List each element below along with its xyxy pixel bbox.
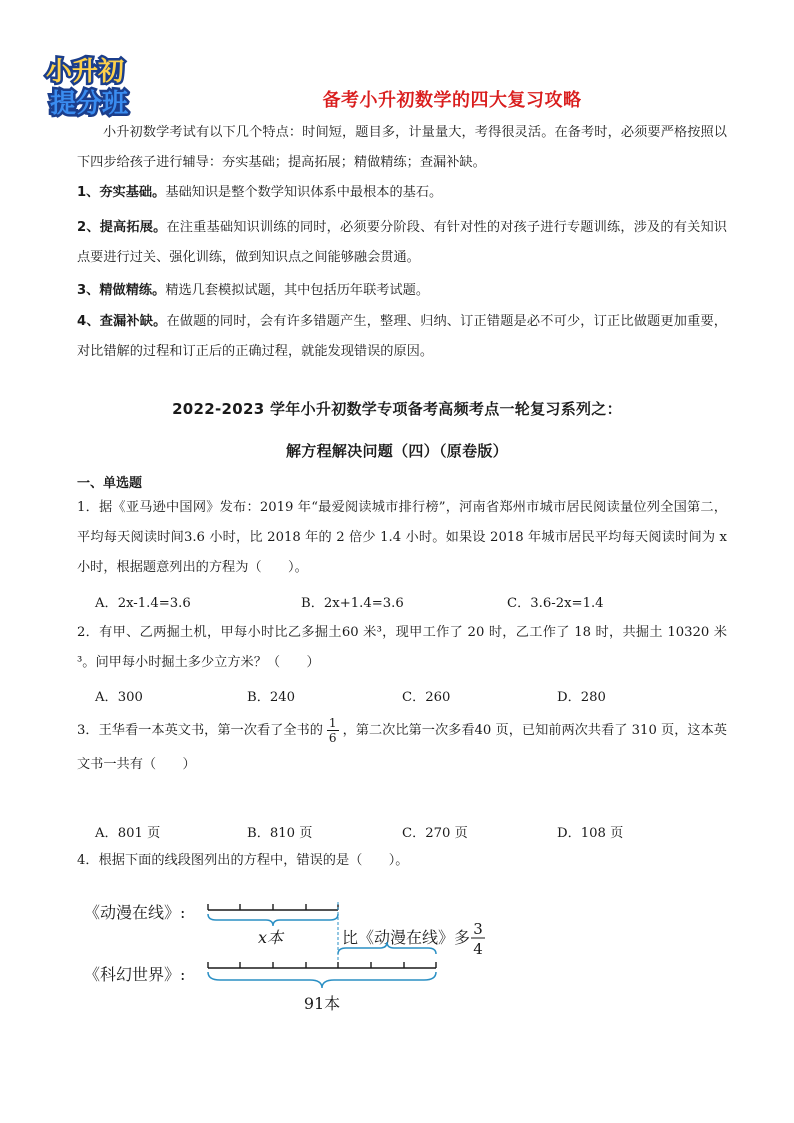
- step-3: [77, 276, 727, 306]
- question-4: 4．根据下面的线段图列出的方程中，错误的是（ ）。: [77, 853, 409, 868]
- question-3: [77, 714, 727, 782]
- question-1: 1．据《亚马逊中国网》发布：2019 年“最爱阅读城市排行榜”，河南省郑州市城市居民阅读量位列全国第二，平均每天阅读时间3.6 小时，比 2018 年的 2 倍少 1.4 小时。如果设 2018 年城市居民平均每天阅读时间为 x 小时，根据题意列出的方程为（ ）。: [77, 500, 727, 575]
- q3-option-a[interactable]: A．801 页: [95, 826, 161, 841]
- segment-1-ticks: [208, 904, 338, 910]
- step-2-head: 2、提高拓展。: [77, 220, 167, 235]
- question-3-options: [95, 822, 715, 842]
- step-3-head: 3、精做精练。: [77, 283, 166, 298]
- series-title: 2022-2023 学年小升初数学专项备考高频考点一轮复习系列之：: [172, 400, 622, 418]
- question-1-options: [95, 592, 715, 612]
- x-label: x本: [258, 928, 284, 947]
- question-2: 2．有甲、乙两掘土机，甲每小时比乙多掘土60 米³，现甲工作了 20 时，乙工作了 18 时，共掘土 10320 米³。问甲每小时掘土多少立方米？（ ）: [77, 625, 727, 670]
- step-4-text: 在做题的同时，会有许多错题产生，整理、归纳、订正错题是必不可少，订正比做题更加重要，对比错解的过程和订正后的正确过程，就能发现错误的原因。: [77, 314, 727, 359]
- total-brace: [208, 972, 436, 988]
- step-1-text: 基础知识是整个数学知识体系中最根本的基石。: [165, 185, 443, 200]
- page-title: 备考小升初数学的四大复习攻略: [322, 90, 582, 111]
- x-brace: [208, 914, 338, 926]
- step-2: [77, 213, 727, 273]
- compare-label: 比《动漫在线》多: [342, 928, 471, 947]
- q2-option-a[interactable]: A．300: [95, 690, 143, 705]
- step-1: [77, 178, 727, 208]
- q1-option-a[interactable]: A．2x-1.4=3.6: [95, 596, 191, 611]
- q1-option-c[interactable]: C．3.6-2x=1.4: [507, 596, 604, 611]
- q1-option-b[interactable]: B．2x+1.4=3.6: [301, 596, 404, 611]
- paper-title: 解方程解决问题（四）（原卷版）: [285, 442, 508, 460]
- book2-label: 《科幻世界》:: [84, 965, 186, 984]
- total-label: 91本: [303, 994, 341, 1013]
- q3-option-d[interactable]: D．108 页: [557, 826, 624, 841]
- q3-option-c[interactable]: C．270 页: [402, 826, 468, 841]
- step-3-text: 精选几套模拟试题，其中包括历年联考试题。: [165, 283, 430, 298]
- segment-diagram: [70, 888, 510, 1018]
- q3-text-1: 3．王华看一本英文书，第一次看了全书的: [77, 723, 323, 738]
- compare-fraction-denominator: 4: [473, 940, 483, 958]
- q3-text-2: ，第二次比第一次多看40 页，已知前两次共看了 310 页，这本英文书一共有（ ）: [77, 723, 727, 772]
- segment-2-ticks: [208, 962, 436, 968]
- q2-option-c[interactable]: C．260: [402, 690, 451, 705]
- logo-line2: 提分班: [50, 89, 129, 119]
- step-4-head: 4、查漏补缺。: [77, 314, 167, 329]
- intro-paragraph: 小升初数学考试有以下几个特点：时间短，题目多，计量量大，考得很灵活。在备考时，必须要严格按照以下四步给孩子进行辅导：夯实基础；提高拓展；精做精练；查漏补缺。: [77, 125, 727, 170]
- logo-line1: 小升初: [46, 57, 125, 87]
- q2-option-d[interactable]: D．280: [557, 690, 606, 705]
- q3-option-b[interactable]: B．810 页: [247, 826, 313, 841]
- section-heading: 一、单选题: [77, 476, 143, 491]
- step-4: [77, 307, 727, 367]
- q2-option-b[interactable]: B．240: [247, 690, 296, 705]
- question-2-options: [95, 686, 715, 706]
- book1-label: 《动漫在线》:: [84, 903, 186, 922]
- q3-fraction-denominator: 6: [328, 731, 337, 745]
- q3-fraction-numerator: 1: [328, 716, 337, 730]
- step-2-text: 在注重基础知识训练的同时，必须要分阶段、有针对性的对孩子进行专题训练，涉及的有关知识点要进行过关、强化训练，做到知识点之间能够融会贯通。: [77, 220, 727, 265]
- q3-fraction: [327, 716, 339, 745]
- compare-fraction-numerator: 3: [473, 920, 483, 938]
- step-1-head: 1、夯实基础。: [77, 185, 166, 200]
